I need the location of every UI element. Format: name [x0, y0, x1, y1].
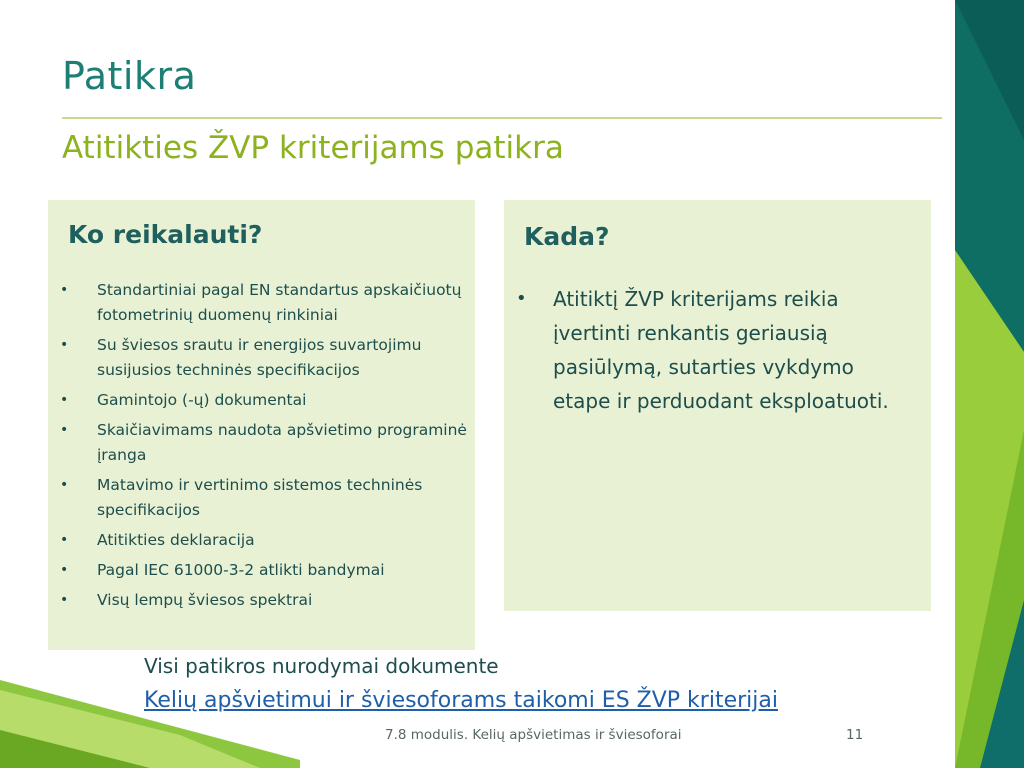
bullet-icon: • — [60, 392, 69, 408]
requirements-panel — [48, 200, 475, 650]
bullet-icon: • — [516, 288, 527, 309]
slide-title: Patikra — [62, 54, 197, 98]
title-divider — [62, 117, 942, 119]
bullet-icon: • — [60, 282, 69, 298]
list-item — [60, 388, 470, 413]
criteria-document-link[interactable]: Kelių apšvietimui ir šviesoforams taikomi ES ŽVP kriterijai — [144, 688, 778, 713]
requirements-heading: Ko reikalauti? — [68, 220, 263, 249]
requirements-list — [60, 278, 470, 618]
list-item-text: Skaičiavimams naudota apšvietimo programinė įranga — [97, 421, 467, 464]
bullet-icon: • — [60, 592, 69, 608]
guidance-note: Visi patikros nurodymai dokumente — [144, 654, 499, 678]
list-item — [60, 333, 470, 383]
list-item-text: Matavimo ir vertinimo sistemos techninės specifikacijos — [97, 476, 423, 519]
list-item — [516, 282, 916, 418]
timing-heading: Kada? — [524, 222, 610, 251]
list-item — [60, 473, 470, 523]
list-item — [60, 588, 470, 613]
page-number: 11 — [846, 727, 864, 743]
timing-panel — [504, 200, 931, 611]
bullet-icon: • — [60, 337, 69, 353]
list-item-text: Pagal IEC 61000-3-2 atlikti bandymai — [97, 561, 385, 579]
list-item-text: Visų lempų šviesos spektrai — [97, 591, 313, 609]
list-item-text: Atitikties deklaracija — [97, 531, 255, 549]
list-item-text: Atitiktį ŽVP kriterijams reikia įvertinti renkantis geriausią pasiūlymą, sutarties vykdymo etape ir perduodant eksploatuoti. — [553, 287, 889, 413]
bullet-icon: • — [60, 477, 69, 493]
footer-text: 7.8 modulis. Kelių apšvietimas ir šviesoforai — [385, 727, 682, 743]
timing-list — [516, 282, 916, 418]
list-item-text: Standartiniai pagal EN standartus apskaičiuotų fotometrinių duomenų rinkiniai — [97, 281, 462, 324]
bullet-icon: • — [60, 562, 69, 578]
slide-subtitle: Atitikties ŽVP kriterijams patikra — [62, 130, 564, 166]
list-item — [60, 418, 470, 468]
bullet-icon: • — [60, 422, 69, 438]
list-item-text: Su šviesos srautu ir energijos suvartojimu susijusios techninės specifikacijos — [97, 336, 422, 379]
list-item — [60, 528, 470, 553]
list-item — [60, 558, 470, 583]
bullet-icon: • — [60, 532, 69, 548]
list-item-text: Gamintojo (-ų) dokumentai — [97, 391, 307, 409]
list-item — [60, 278, 470, 328]
